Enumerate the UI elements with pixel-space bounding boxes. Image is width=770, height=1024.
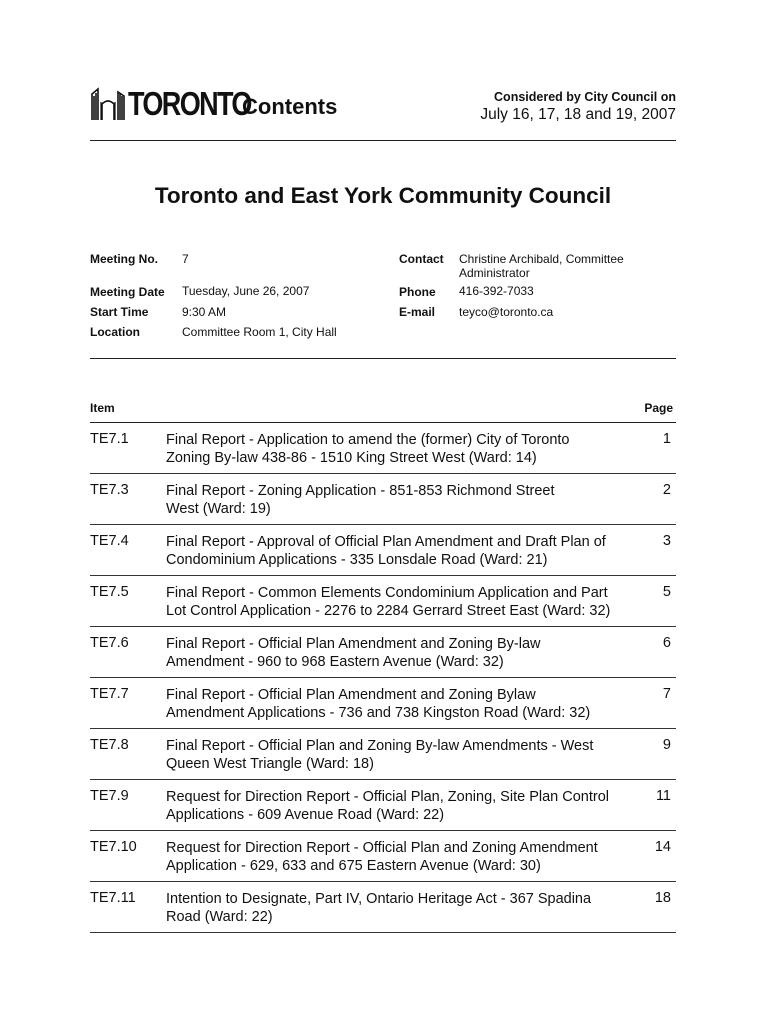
item-description — [166, 635, 636, 671]
item-page: 11 — [655, 788, 671, 804]
item-page: 2 — [662, 482, 671, 498]
table-row — [90, 780, 676, 831]
start-time-label: Start Time — [90, 305, 149, 319]
table-row — [90, 882, 676, 933]
table-row — [90, 627, 676, 678]
item-description-line2: Application - 629, 633 and 675 Eastern Avenue (Ward: 30) — [166, 858, 541, 874]
item-description-line1: Final Report - Official Plan and Zoning By-law Amendments - West — [166, 738, 594, 754]
item-description-line1: Final Report - Common Elements Condominium Application and Part — [166, 585, 608, 601]
item-description-line1: Final Report - Official Plan Amendment and Zoning By-law — [166, 636, 541, 652]
item-description-line2: Zoning By-law 438-86 - 1510 King Street West (Ward: 14) — [166, 450, 537, 466]
location-value: Committee Room 1, City Hall — [182, 325, 337, 339]
item-id: TE7.5 — [90, 584, 129, 600]
item-id: TE7.8 — [90, 737, 129, 753]
row-divider — [90, 932, 676, 933]
item-description-line2: West (Ward: 19) — [166, 501, 271, 517]
item-description — [166, 482, 636, 518]
contact-value-line2: Administrator — [459, 266, 530, 280]
item-page: 5 — [662, 584, 671, 600]
item-page: 9 — [662, 737, 671, 753]
item-description — [166, 788, 636, 824]
meeting-no-value: 7 — [182, 252, 189, 266]
item-description-line1: Request for Direction Report - Official Plan and Zoning Amendment — [166, 840, 598, 856]
considered-label: Considered by City Council on — [494, 90, 676, 104]
email-value: teyco@toronto.ca — [459, 305, 554, 319]
item-id: TE7.3 — [90, 482, 129, 498]
meeting-date-value: Tuesday, June 26, 2007 — [182, 284, 310, 298]
item-page: 6 — [662, 635, 671, 651]
item-id: TE7.7 — [90, 686, 129, 702]
item-description-line2: Queen West Triangle (Ward: 18) — [166, 756, 374, 772]
item-description-line2: Applications - 609 Avenue Road (Ward: 22) — [166, 807, 445, 823]
item-description-line1: Final Report - Zoning Application - 851-853 Richmond Street — [166, 483, 555, 499]
item-id: TE7.10 — [90, 839, 137, 855]
item-description-line1: Request for Direction Report - Official Plan, Zoning, Site Plan Control — [166, 789, 609, 805]
meeting-info-divider — [90, 358, 676, 359]
item-description-line1: Final Report - Application to amend the (former) City of Toronto — [166, 432, 570, 448]
item-id: TE7.11 — [90, 890, 136, 906]
table-row — [90, 576, 676, 627]
header-divider — [90, 140, 676, 141]
table-row — [90, 423, 676, 474]
meeting-date-label: Meeting Date — [90, 285, 165, 299]
item-description — [166, 686, 636, 722]
logo-wordmark: TORONTO — [128, 85, 251, 122]
item-page: 18 — [654, 890, 671, 906]
item-description-line2: Condominium Applications - 335 Lonsdale Road (Ward: 21) — [166, 552, 548, 568]
table-row — [90, 831, 676, 882]
contact-label: Contact — [399, 252, 444, 266]
location-label: Location — [90, 325, 140, 339]
item-column-header: Item — [90, 401, 115, 415]
council-dates: July 16, 17, 18 and 19, 2007 — [480, 106, 676, 123]
page-column-header: Page — [644, 401, 673, 415]
table-row — [90, 474, 676, 525]
item-description — [166, 584, 636, 620]
item-page: 14 — [654, 839, 671, 855]
page-title: Toronto and East York Community Council — [154, 183, 612, 208]
item-page: 1 — [662, 431, 671, 447]
item-description-line2: Lot Control Application - 2276 to 2284 Gerrard Street East (Ward: 32) — [166, 603, 611, 619]
item-description — [166, 431, 636, 467]
contact-value-line1: Christine Archibald, Committee — [459, 252, 624, 266]
meeting-no-label: Meeting No. — [90, 252, 158, 266]
item-description-line2: Road (Ward: 22) — [166, 909, 273, 925]
item-page: 3 — [662, 533, 671, 549]
item-description — [166, 890, 636, 926]
page-header — [90, 76, 676, 132]
phone-value: 416-392-7033 — [459, 284, 534, 298]
table-row — [90, 678, 676, 729]
item-id: TE7.4 — [90, 533, 129, 549]
item-description — [166, 839, 636, 875]
item-description-line1: Final Report - Approval of Official Plan Amendment and Draft Plan of — [166, 534, 606, 550]
table-row — [90, 525, 676, 576]
item-description-line1: Intention to Designate, Part IV, Ontario Heritage Act - 367 Spadina — [166, 891, 592, 907]
start-time-value: 9:30 AM — [182, 305, 227, 319]
item-page: 7 — [662, 686, 671, 702]
contents-title: Contents — [242, 94, 338, 119]
item-description — [166, 533, 636, 569]
phone-label: Phone — [399, 285, 436, 299]
table-row — [90, 729, 676, 780]
item-description — [166, 737, 636, 773]
item-description-line2: Amendment Applications - 736 and 738 Kingston Road (Ward: 32) — [166, 705, 591, 721]
item-description-line2: Amendment - 960 to 968 Eastern Avenue (Ward: 32) — [166, 654, 504, 670]
item-id: TE7.1 — [90, 431, 129, 447]
item-id: TE7.9 — [90, 788, 129, 804]
city-hall-icon — [90, 80, 126, 120]
item-description-line1: Final Report - Official Plan Amendment and Zoning Bylaw — [166, 687, 536, 703]
email-label: E-mail — [399, 305, 436, 319]
item-id: TE7.6 — [90, 635, 129, 651]
